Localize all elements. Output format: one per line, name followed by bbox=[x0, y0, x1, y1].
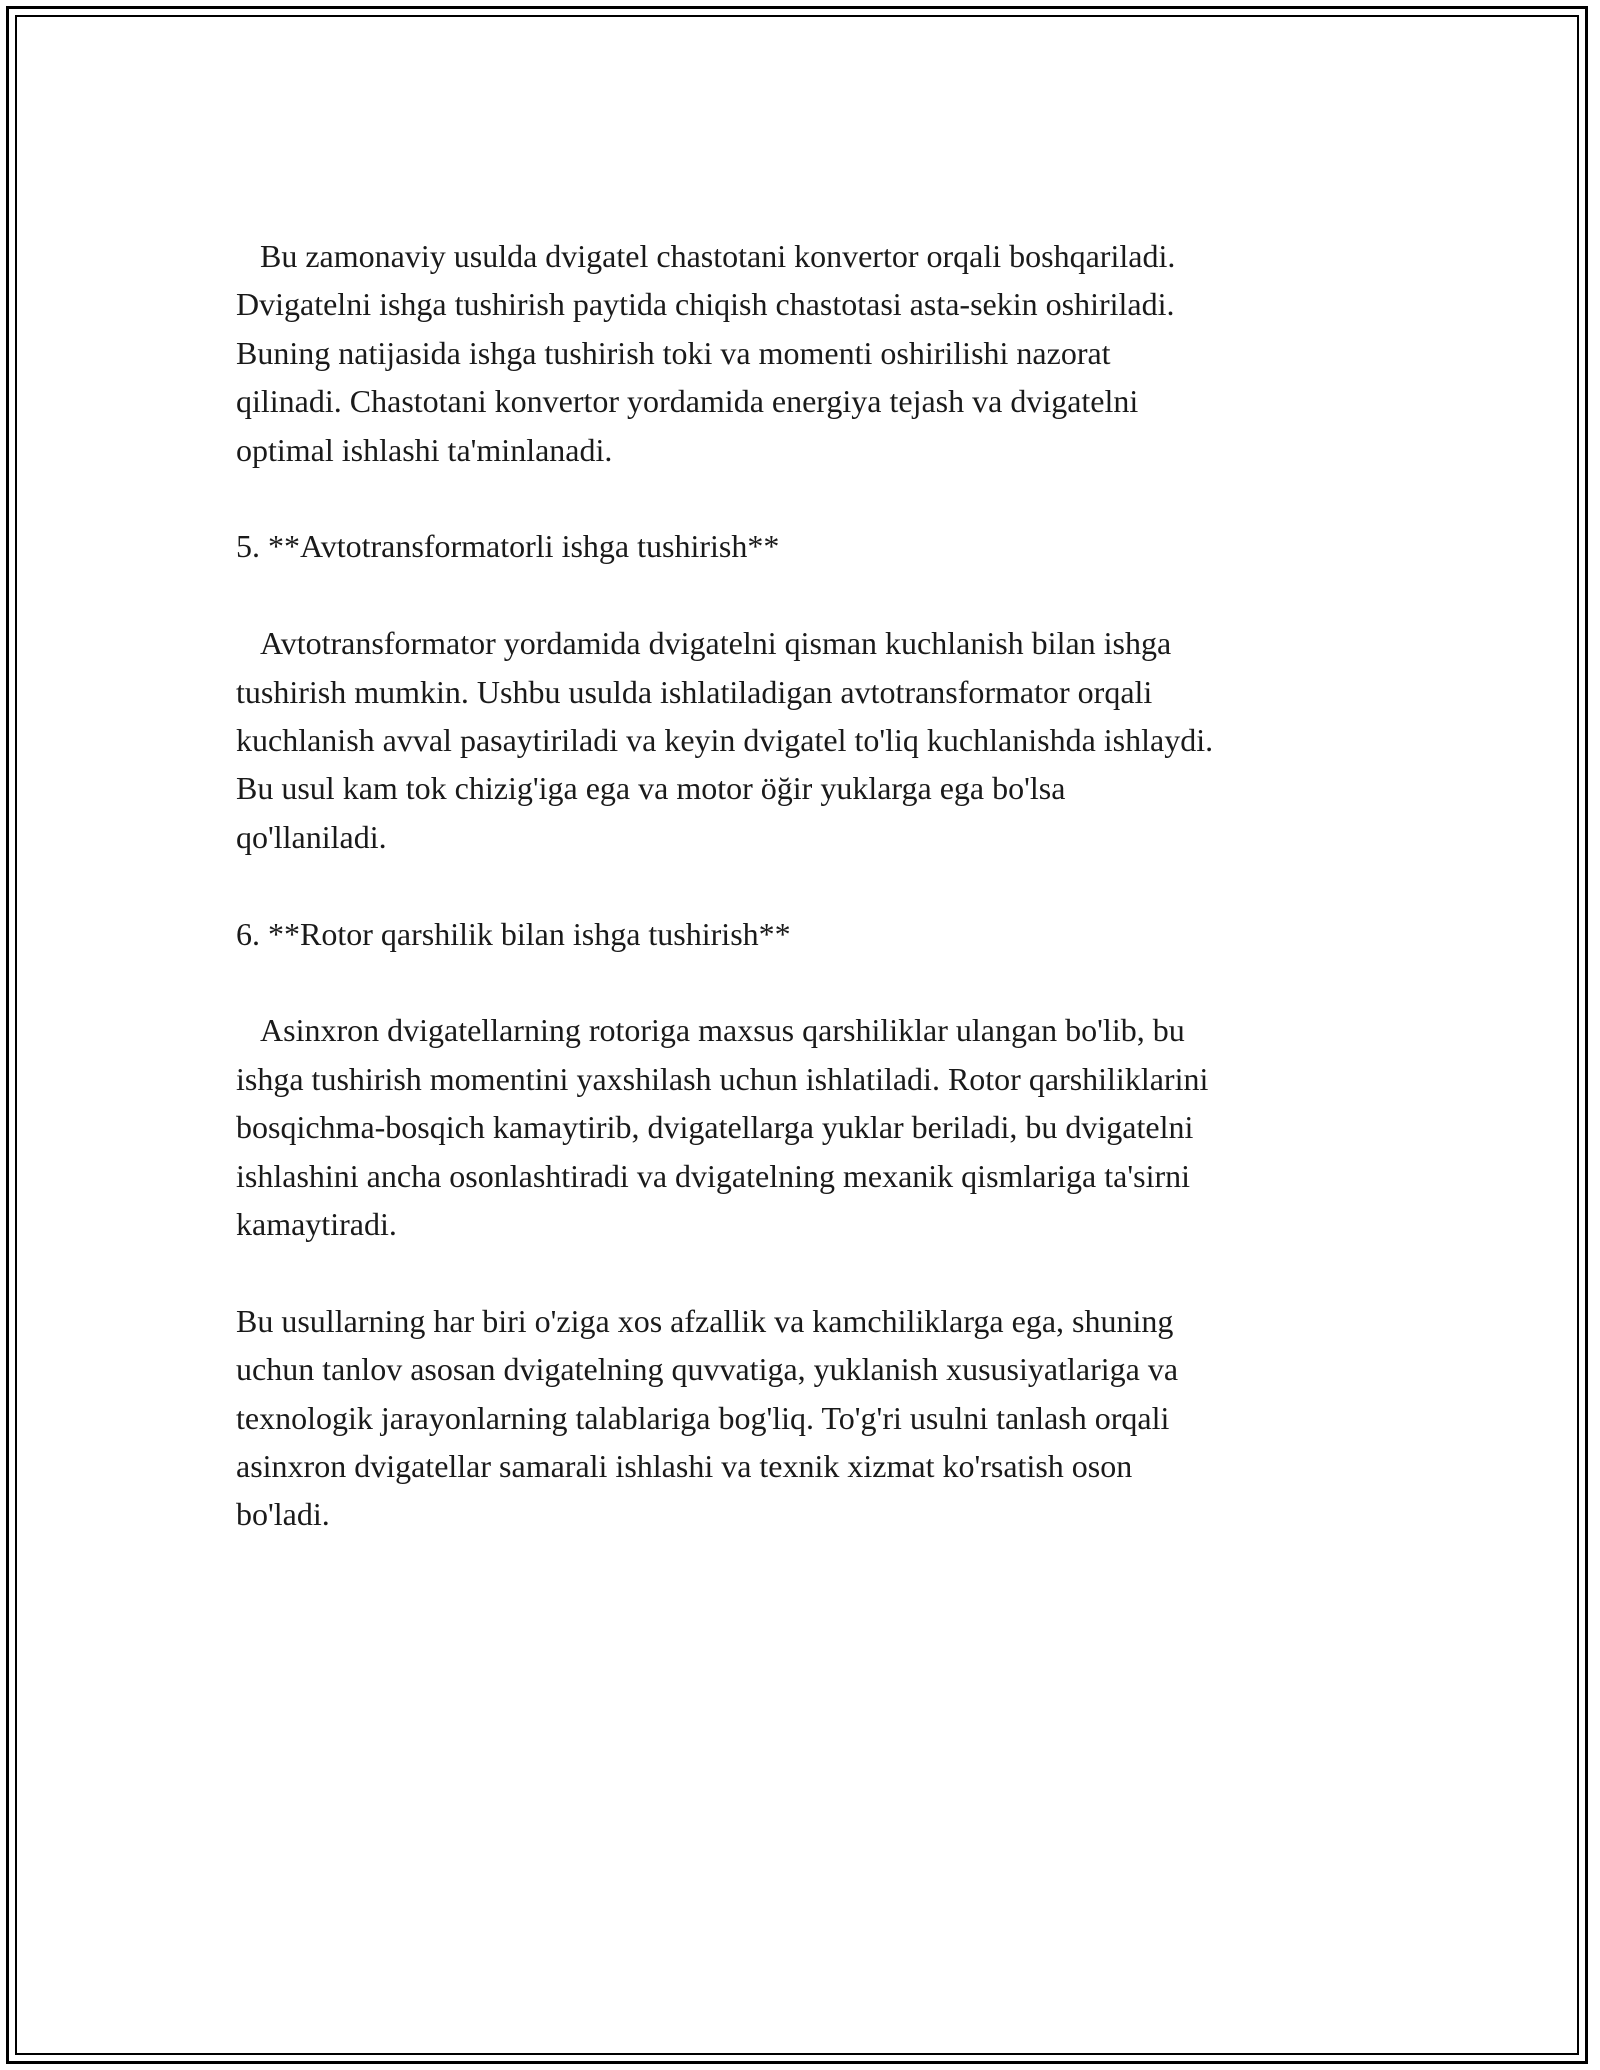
paragraph-gap bbox=[236, 1248, 1366, 1296]
document-body bbox=[236, 232, 1366, 1539]
section-heading-5 bbox=[236, 522, 1366, 570]
text-line: Bu usullarning har biri o'ziga xos afzallik va kamchiliklarga ega, shuning bbox=[236, 1302, 1174, 1339]
text-line: ishlashini ancha osonlashtiradi va dvigatelning mexanik qismlariga ta'sirni bbox=[236, 1157, 1190, 1194]
text-line: Dvigatelni ishga tushirish paytida chiqish chastotasi asta-sekin oshiriladi. bbox=[236, 286, 1175, 323]
text-line: texnologik jarayonlarning talablariga bog'liq. To'g'ri usulni tanlash orqali bbox=[236, 1399, 1170, 1436]
section-heading-6 bbox=[236, 910, 1366, 958]
text-line: Bu zamonaviy usulda dvigatel chastotani konvertor orqali boshqariladi. bbox=[236, 238, 1176, 274]
paragraph-gap bbox=[236, 571, 1366, 619]
text-line: ishga tushirish momentini yaxshilash uchun ishlatiladi. Rotor qarshiliklarini bbox=[236, 1060, 1209, 1097]
paragraph-gap bbox=[236, 958, 1366, 1006]
paragraph-conclusion bbox=[236, 1297, 1366, 1539]
paragraph-gap bbox=[236, 861, 1366, 909]
text-line: bo'ladi. bbox=[236, 1496, 330, 1533]
heading-line: 5. **Avtotransformatorli ishga tushirish** bbox=[236, 528, 780, 565]
paragraph-frequency-converter bbox=[236, 232, 1366, 474]
paragraph-autotransformer bbox=[236, 619, 1366, 861]
text-line: tushirish mumkin. Ushbu usulda ishlatiladigan avtotransformator orqali bbox=[236, 673, 1153, 710]
text-line: optimal ishlashi ta'minlanadi. bbox=[236, 431, 613, 468]
text-line: kuchlanish avval pasaytiriladi va keyin dvigatel to'liq kuchlanishda ishlaydi. bbox=[236, 722, 1214, 759]
heading-line: 6. **Rotor qarshilik bilan ishga tushirish** bbox=[236, 915, 791, 952]
text-line: Bu usul kam tok chizig'iga ega va motor öğir yuklarga ega bo'lsa bbox=[236, 770, 1066, 807]
text-line: qo'llaniladi. bbox=[236, 818, 387, 855]
text-line: kamaytiradi. bbox=[236, 1206, 397, 1243]
paragraph-rotor-resistance bbox=[236, 1006, 1366, 1248]
text-line: bosqichma-bosqich kamaytirib, dvigatellarga yuklar beriladi, bu dvigatelni bbox=[236, 1109, 1194, 1146]
text-line: qilinadi. Chastotani konvertor yordamida energiya tejash va dvigatelni bbox=[236, 383, 1139, 420]
text-line: uchun tanlov asosan dvigatelning quvvatiga, yuklanish xususiyatlariga va bbox=[236, 1351, 1179, 1388]
text-line: asinxron dvigatellar samarali ishlashi va texnik xizmat ko'rsatish oson bbox=[236, 1448, 1133, 1485]
paragraph-gap bbox=[236, 474, 1366, 522]
text-line: Buning natijasida ishga tushirish toki va momenti oshirilishi nazorat bbox=[236, 334, 1111, 371]
text-line: Asinxron dvigatellarning rotoriga maxsus qarshiliklar ulangan bo'lib, bu bbox=[236, 1012, 1185, 1049]
text-line: Avtotransformator yordamida dvigatelni qisman kuchlanish bilan ishga bbox=[236, 625, 1172, 662]
